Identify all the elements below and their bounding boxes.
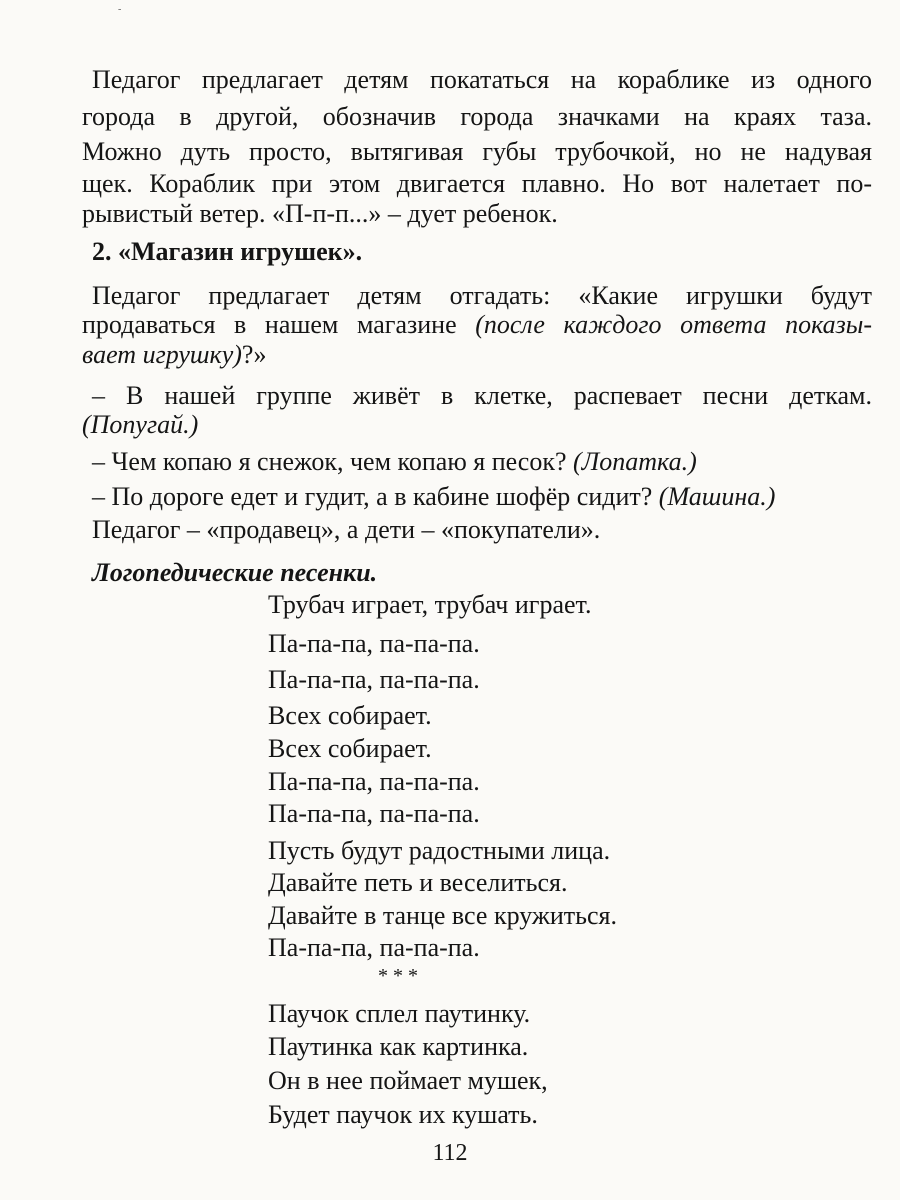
poem-line: Давайте петь и веселиться.	[268, 868, 568, 897]
italic-note: (после каждого ответа показы-	[475, 310, 873, 339]
riddle-answer: (Лопатка.)	[573, 447, 697, 476]
poem-line: Паутинка как картинка.	[268, 1032, 529, 1061]
poem-line: Давайте в танце все кружиться.	[268, 901, 617, 930]
paragraph-line: Педагог предлагает детям отгадать: «Какие игрушки будут	[92, 281, 872, 310]
text: продаваться в нашем магазине	[82, 310, 476, 339]
text: ?»	[241, 340, 267, 369]
poem-line: Паучок сплел паутинку.	[268, 999, 531, 1028]
poem-line: Па-па-па, па-па-па.	[268, 629, 480, 658]
poem-line: Всех собирает.	[268, 701, 432, 730]
poem-line: Па-па-па, па-па-па.	[268, 665, 480, 694]
songs-heading: Логопедические песенки.	[92, 558, 378, 587]
poem-line: Пусть будут радостными лица.	[268, 836, 611, 865]
poem-line: Па-па-па, па-па-па.	[268, 799, 480, 828]
section-heading: 2. «Магазин игрушек».	[92, 237, 363, 266]
poem-line: Трубач играет, трубач играет.	[268, 590, 592, 619]
poem-line: Па-па-па, па-па-па.	[268, 933, 480, 962]
paragraph-line: города в другой, обозначив города значками на краях таза.	[82, 102, 872, 131]
poem-line: Будет паучок их кушать.	[268, 1100, 538, 1129]
poem-line: Всех собирает.	[268, 734, 432, 763]
riddle-text: – Чем копаю я снежок, чем копаю я песок?	[92, 447, 574, 476]
riddle-text: – По дороге едет и гудит, а в кабине шофёр сидит?	[92, 482, 659, 511]
paragraph-line: рывистый ветер. «П-п-п...» – дует ребенок.	[82, 199, 558, 228]
riddle	[92, 479, 872, 515]
scan-mark: -	[118, 4, 122, 15]
riddle	[92, 444, 872, 480]
page-number: 112	[432, 1140, 468, 1166]
poem-line: Па-па-па, па-па-па.	[268, 767, 480, 796]
paragraph-line: Педагог предлагает детям покататься на кораблике из одного	[92, 65, 872, 94]
riddle: – В нашей группе живёт в клетке, распевает песни деткам.	[92, 381, 872, 410]
italic-note: вает игрушку)	[82, 340, 242, 369]
roles-line: Педагог – «продавец», а дети – «покупатели».	[92, 515, 601, 544]
paragraph-line: щек. Кораблик при этом двигается плавно. Но вот налетает по-	[82, 169, 872, 198]
separator: * * *	[378, 965, 418, 987]
poem-line: Он в нее поймает мушек,	[268, 1066, 548, 1095]
paragraph-line: Можно дуть просто, вытягивая губы трубочкой, но не надувая	[82, 137, 872, 166]
riddle-answer: (Попугай.)	[82, 410, 199, 439]
paragraph-line	[82, 337, 872, 373]
riddle-answer: (Машина.)	[658, 482, 776, 511]
